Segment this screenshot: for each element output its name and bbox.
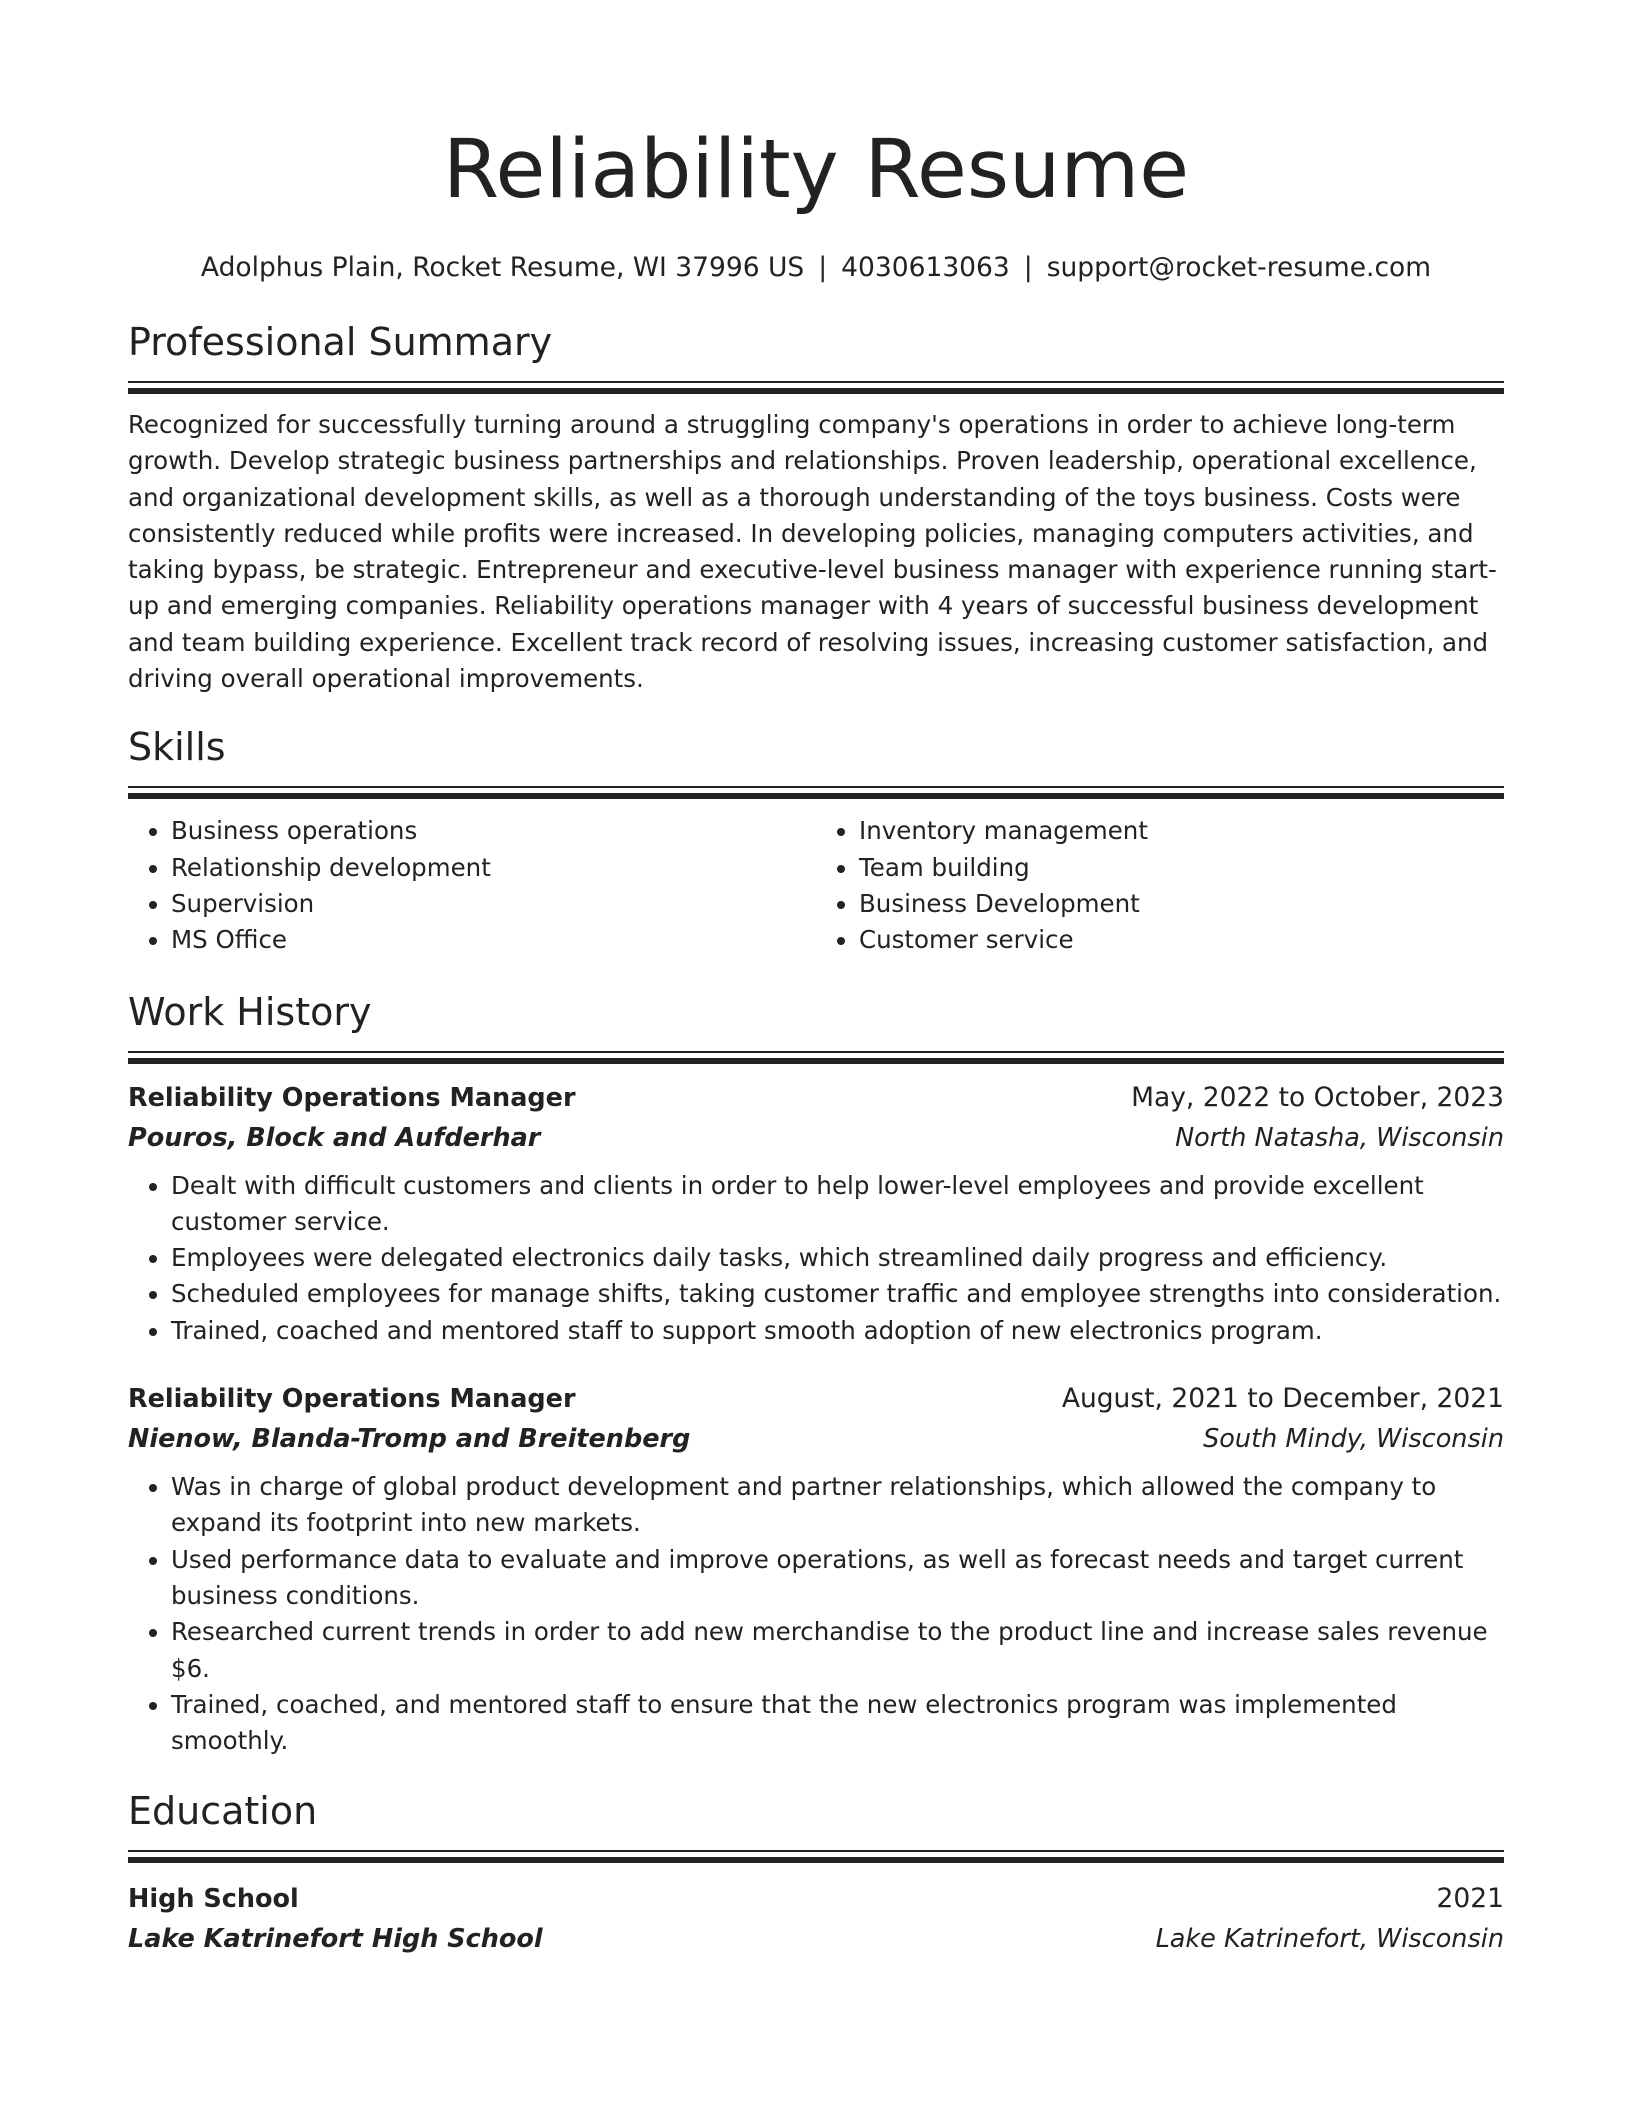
job-location: North Natasha, Wisconsin: [1175, 1122, 1504, 1153]
job-company: Pouros, Block and Aufderhar: [128, 1122, 541, 1153]
summary-heading: Professional Summary: [128, 320, 553, 364]
contact-separator: |: [1023, 252, 1033, 283]
job-bullets: [128, 1469, 1504, 1759]
job-bullet: • Scheduled employees for manage shifts, taking customer traffic and employee strengths into consideration.: [171, 1276, 1504, 1312]
job-bullets: [128, 1168, 1504, 1349]
resume-name: Reliability Resume: [442, 123, 1190, 217]
education-year: 2021: [1436, 1883, 1504, 1915]
contact-line: [128, 250, 1504, 286]
skills-heading: Skills: [128, 725, 226, 770]
job-title: Reliability Operations Manager: [128, 1384, 576, 1415]
skill-item: • Relationship development: [171, 850, 816, 886]
education-entry: [128, 1879, 1504, 1959]
job-bullet: • Researched current trends in order to add new merchandise to the product line and increase sales revenue $6.: [171, 1614, 1504, 1687]
work-section: [128, 987, 1504, 1760]
job-bullet: • Used performance data to evaluate and improve operations, as well as forecast needs and target current business conditions.: [171, 1542, 1504, 1615]
job-entry: [128, 1078, 1504, 1349]
skill-item: • MS Office: [171, 922, 816, 958]
skill-item: • Business Development: [859, 886, 1504, 922]
contact-separator: |: [818, 252, 828, 283]
job-title: Reliability Operations Manager: [128, 1082, 576, 1113]
skill-item: • Supervision: [171, 886, 816, 922]
contact-address: Adolphus Plain, Rocket Resume, WI 37996 US: [200, 252, 805, 283]
job-entry: [128, 1379, 1504, 1759]
skill-item: • Business operations: [171, 813, 816, 849]
job-dates: May, 2022 to October, 2023: [1131, 1081, 1504, 1113]
summary-text: Recognized for successfully turning around a struggling company's operations in order to achieve long-term growth. Develop strategic business partnerships and relationships. Proven leadership, operational excellence, and organizational development skills, as well as a thorough understanding of the toys business. Costs were consistently reduced while profits were increased. In developing policies, managing computers activities, and taking bypass, be strategic. Entrepreneur and executive-level business manager with experience running start-up and emerging companies. Reliability operations manager with 4 years of successful business development and team building experience. Excellent track record of resolving issues, increasing customer satisfaction, and driving overall operational improvements.: [128, 410, 1497, 694]
skills-column-right: [816, 813, 1504, 958]
section-divider: [128, 381, 1504, 394]
job-company: Nienow, Blanda-Tromp and Breitenberg: [128, 1424, 691, 1455]
education-school: Lake Katrinefort High School: [128, 1924, 543, 1955]
summary-section: [128, 317, 1504, 697]
education-heading: Education: [128, 1789, 318, 1834]
job-bullet: • Employees were delegated electronics daily tasks, which streamlined daily progress and efficiency.: [171, 1240, 1504, 1276]
job-bullet: • Dealt with difficult customers and clients in order to help lower-level employees and provide excellent customer service.: [171, 1168, 1504, 1241]
skills-section: [128, 722, 1504, 958]
job-dates: August, 2021 to December, 2021: [1061, 1383, 1504, 1415]
skills-column-left: [128, 813, 816, 958]
contact-email: support@rocket-resume.com: [1046, 252, 1432, 283]
contact-phone: 4030613063: [841, 252, 1010, 283]
education-section: [128, 1786, 1504, 1959]
skills-list: [128, 813, 1504, 958]
education-degree: High School: [128, 1884, 299, 1915]
job-location: South Mindy, Wisconsin: [1203, 1424, 1504, 1455]
section-divider: [128, 786, 1504, 799]
skill-item: • Customer service: [859, 922, 1504, 958]
job-bullet: • Trained, coached, and mentored staff to ensure that the new electronics program was implemented smoothly.: [171, 1687, 1504, 1760]
job-bullet: • Trained, coached and mentored staff to support smooth adoption of new electronics program.: [171, 1313, 1504, 1349]
work-heading: Work History: [128, 989, 372, 1034]
skill-item: • Inventory management: [859, 813, 1504, 849]
job-bullet: • Was in charge of global product development and partner relationships, which allowed the company to expand its footprint into new markets.: [171, 1469, 1504, 1542]
section-divider: [128, 1850, 1504, 1863]
education-location: Lake Katrinefort, Wisconsin: [1155, 1924, 1504, 1955]
skill-item: • Team building: [859, 850, 1504, 886]
section-divider: [128, 1051, 1504, 1064]
